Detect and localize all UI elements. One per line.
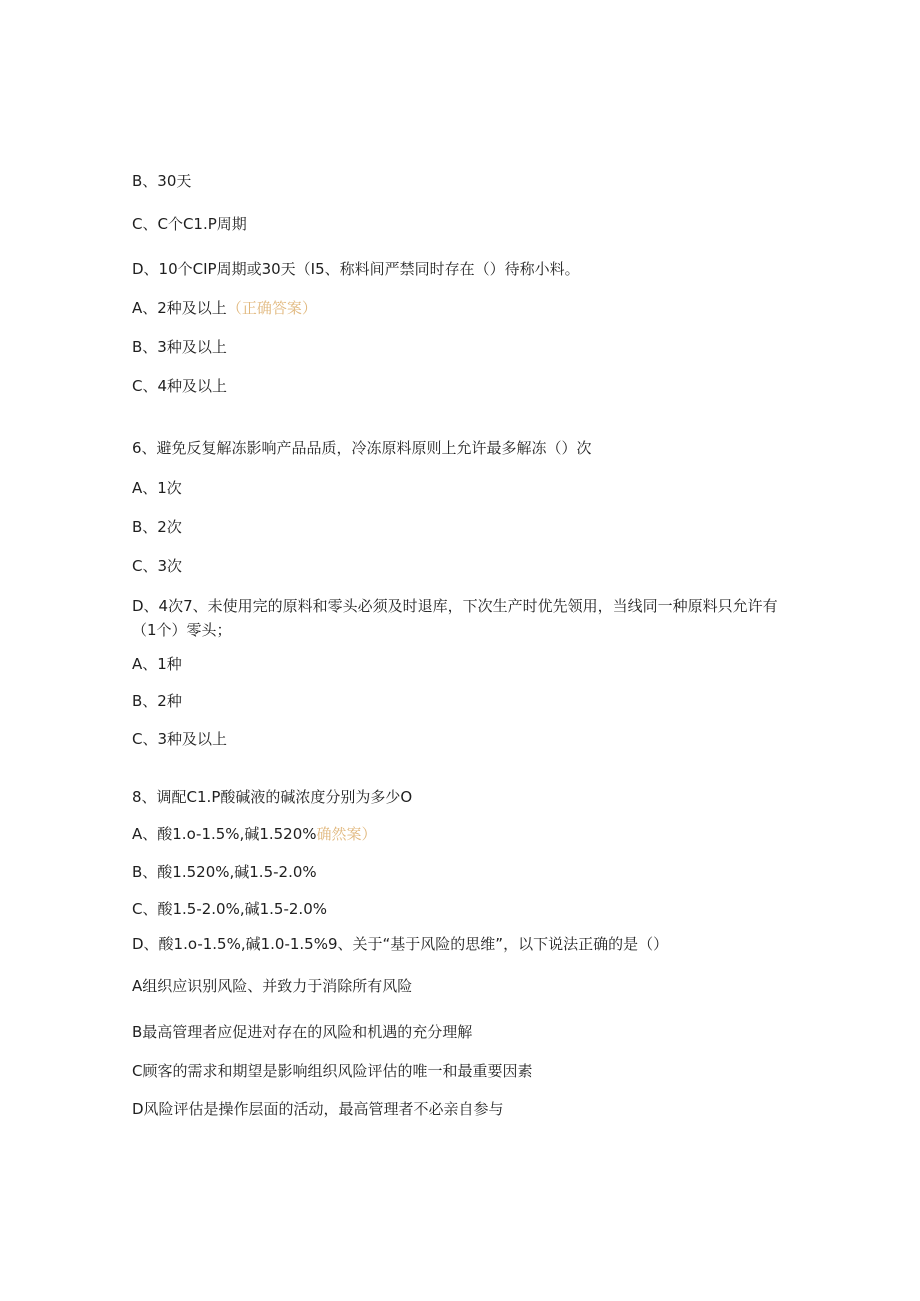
option-b-acid-alkali: B、酸1.520%,碱1.5-2.0% (132, 863, 317, 881)
option-b-30-days: B、30天 (132, 172, 192, 190)
option-c-cip-cycle: C、C个C1.P周期 (132, 215, 247, 233)
correct-answer-mark: 确然案） (316, 825, 377, 843)
option-c-three-or-more-kinds: C、3种及以上 (132, 730, 228, 748)
option-a-once: A、1次 (132, 479, 182, 497)
option-a-risk: A组织应识别风险、并致力于消除所有风险 (132, 977, 413, 995)
correct-answer-mark: （正确答案） (226, 299, 317, 317)
option-b-risk: B最高管理者应促进对存在的风险和机遇的充分理解 (132, 1023, 473, 1041)
option-c-acid-alkali: C、酸1.5-2.0%,碱1.5-2.0% (132, 900, 327, 918)
question-6: 6、避免反复解冻影响产品品质，冷冻原料原则上允许最多解冻（）次 (132, 439, 592, 457)
option-d-and-question-7: D、4次7、未使用完的原料和零头必须及时退库，下次生产时优先领用，当线同一种原料只允许有（1个）零头； (132, 597, 778, 639)
option-a-one-kind: A、1种 (132, 655, 182, 673)
option-c-risk: C顾客的需求和期望是影响组织风险评估的唯一和最重要因素 (132, 1062, 533, 1080)
option-a-two-or-more: A、2种及以上（正确答案） (132, 299, 317, 317)
option-d-risk: D风险评估是操作层面的活动，最高管理者不必亲自参与 (132, 1100, 504, 1118)
option-a-acid-alkali: A、酸1.o-1.5%,碱1.520%确然案） (132, 825, 377, 843)
option-b-two-kinds: B、2种 (132, 692, 182, 710)
option-b-three-or-more: B、3种及以上 (132, 338, 227, 356)
option-c-three-times: C、3次 (132, 557, 183, 575)
question-8: 8、调配C1.P酸碱液的碱浓度分别为多少O (132, 788, 413, 806)
option-d-and-question-9: D、酸1.o-1.5%,碱1.0-1.5%9、关于“基于风险的思维”，以下说法正确的是（） (132, 935, 669, 953)
option-c-four-or-more: C、4种及以上 (132, 377, 228, 395)
option-d-and-question-5: D、10个CIP周期或30天（I5、称料间严禁同时存在（）待称小料。 (132, 260, 580, 278)
option-b-twice: B、2次 (132, 518, 182, 536)
